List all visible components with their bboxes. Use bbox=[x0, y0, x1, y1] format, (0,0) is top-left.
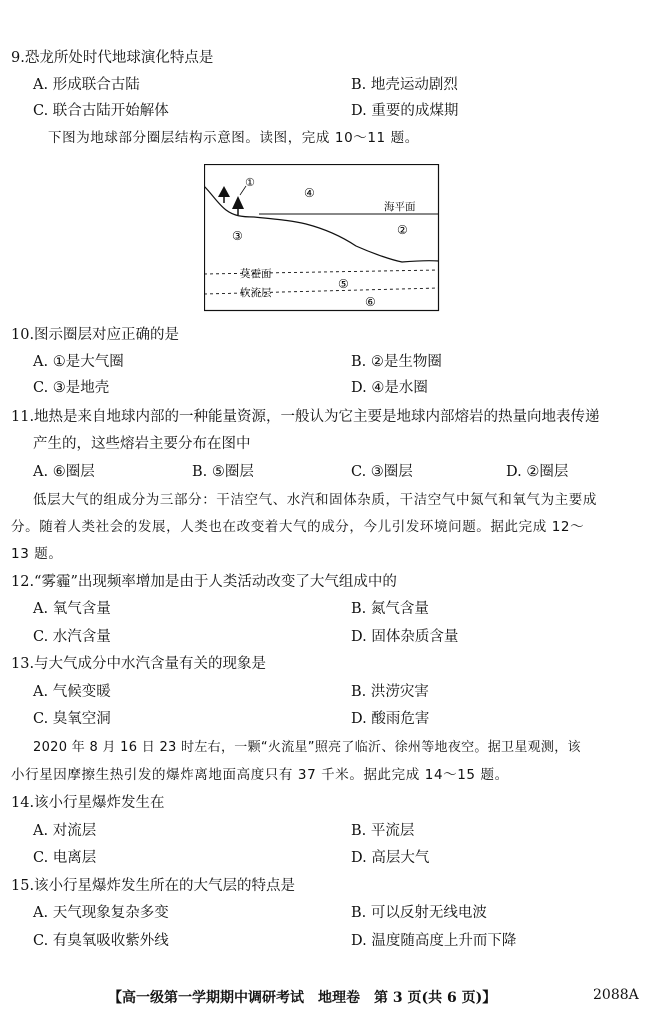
marker-4: ④ bbox=[304, 186, 315, 200]
q15-option-a: A. 天气现象复杂多变 bbox=[33, 905, 169, 921]
q14-option-d: D. 高层大气 bbox=[351, 850, 430, 866]
intro-14-15-line1: 2020 年 8 月 16 日 23 时左右，一颗“火流星”照亮了临沂、徐州等地夜空。据卫星观测，该 bbox=[33, 740, 581, 755]
q12-option-c: C. 水汽含量 bbox=[33, 629, 111, 645]
q15-stem: 15.该小行星爆炸发生所在的大气层的特点是 bbox=[11, 878, 296, 894]
earth-layers-diagram bbox=[204, 164, 440, 312]
marker-3: ③ bbox=[232, 229, 243, 243]
intro-10-11: 下图为地球部分圈层结构示意图。读图，完成 10～11 题。 bbox=[48, 130, 419, 146]
marker-1: ① bbox=[245, 176, 255, 189]
marker-5: ⑤ bbox=[338, 277, 349, 291]
q9-option-c: C. 联合古陆开始解体 bbox=[33, 103, 169, 119]
moho-label: 莫霍面 bbox=[240, 268, 272, 280]
q14-option-a: A. 对流层 bbox=[33, 823, 97, 839]
marker-6: ⑥ bbox=[365, 295, 376, 309]
q11-option-d: D. ②圈层 bbox=[506, 464, 569, 480]
q10-option-c: C. ③是地壳 bbox=[33, 380, 110, 396]
q14-option-b: B. 平流层 bbox=[351, 823, 415, 839]
intro-12-13-line2: 分。随着人类社会的发展，人类也在改变着大气的成分，今儿引发环境问题。据此完成 12～ bbox=[11, 519, 585, 535]
q10-option-d: D. ④是水圈 bbox=[351, 380, 428, 396]
q11-option-a: A. ⑥圈层 bbox=[33, 464, 95, 480]
q9-stem: 9.恐龙所处时代地球演化特点是 bbox=[11, 50, 214, 66]
q13-option-b: B. 洪涝灾害 bbox=[351, 684, 429, 700]
q11-stem-line1: 11.地热是来自地球内部的一种能量资源，一般认为它主要是地球内部熔岩的热量向地表传递 bbox=[11, 409, 600, 425]
q10-option-b: B. ②是生物圈 bbox=[351, 354, 442, 370]
asthenosphere-label: 软流层 bbox=[240, 287, 272, 299]
q11-stem-line2: 产生的，这些熔岩主要分布在图中 bbox=[33, 436, 251, 452]
sea-level-label: 海平面 bbox=[384, 201, 416, 213]
q12-stem: 12.“雾霾”出现频率增加是由于人类活动改变了大气组成中的 bbox=[11, 574, 397, 590]
q15-option-c: C. 有臭氧吸收紫外线 bbox=[33, 933, 169, 949]
q15-option-d: D. 温度随高度上升而下降 bbox=[351, 933, 517, 949]
q12-option-a: A. 氧气含量 bbox=[33, 601, 111, 617]
marker-2: ② bbox=[397, 223, 408, 237]
q11-option-b: B. ⑤圈层 bbox=[192, 464, 254, 480]
q10-stem: 10.图示圈层对应正确的是 bbox=[11, 327, 180, 343]
q11-option-c: C. ③圈层 bbox=[351, 464, 413, 480]
q12-option-b: B. 氮气含量 bbox=[351, 601, 429, 617]
q14-option-c: C. 电离层 bbox=[33, 850, 97, 866]
q13-option-c: C. 臭氧空洞 bbox=[33, 711, 111, 727]
q9-option-b: B. 地壳运动剧烈 bbox=[351, 77, 458, 93]
intro-12-13-line1: 低层大气的组成分为三部分：干洁空气、水汽和固体杂质，干洁空气中氮气和氧气为主要成 bbox=[33, 492, 597, 508]
q9-option-a: A. 形成联合古陆 bbox=[33, 77, 140, 93]
page-footer: 【高一级第一学期期中调研考试 地理卷 第 3 页(共 6 页)】 bbox=[108, 990, 497, 1006]
q13-option-d: D. 酸雨危害 bbox=[351, 711, 430, 727]
q10-option-a: A. ①是大气圈 bbox=[33, 354, 124, 370]
exam-code: 2088A bbox=[593, 987, 639, 1003]
q13-option-a: A. 气候变暖 bbox=[33, 684, 111, 700]
q15-option-b: B. 可以反射无线电波 bbox=[351, 905, 487, 921]
q9-option-d: D. 重要的成煤期 bbox=[351, 103, 459, 119]
intro-14-15-line2: 小行星因摩擦生热引发的爆炸离地面高度只有 37 千米。据此完成 14～15 题。 bbox=[11, 767, 509, 783]
q12-option-d: D. 固体杂质含量 bbox=[351, 629, 459, 645]
intro-12-13-line3: 13 题。 bbox=[11, 546, 63, 562]
q14-stem: 14.该小行星爆炸发生在 bbox=[11, 795, 165, 811]
q13-stem: 13.与大气成分中水汽含量有关的现象是 bbox=[11, 656, 267, 672]
